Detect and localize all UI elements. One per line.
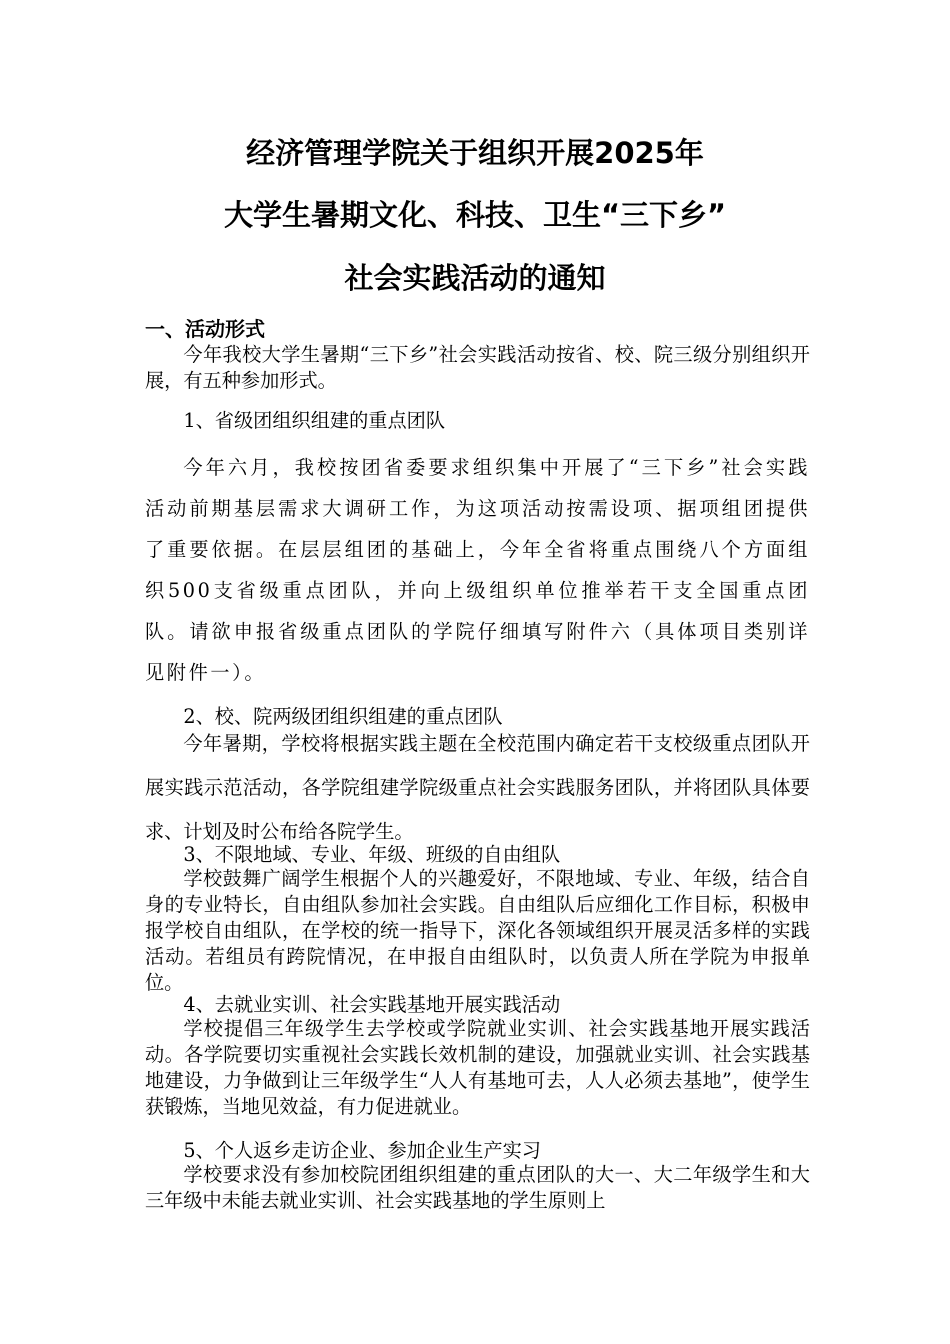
item1-title: 1、省级团组织组建的重点团队 bbox=[183, 409, 446, 432]
item5-title: 5、个人返乡走访企业、参加企业生产实习 bbox=[183, 1139, 541, 1162]
item1-body: 今年六月，我校按团省委要求组织集中开展了“三下乡”社会实践活动前期基层需求大调研工作，为这项活动按需设项、据项组团提供了重要依据。在层层组团的基础上，今年全省将重点围绕八个方面组织500支省级重点团队，并向上级组织单位推举若干支全国重点团队。请欲申报省级重点团队的学院仔细填写附件六（具体项目类别详见附件一）。 bbox=[145, 456, 810, 684]
item2-title: 2、校、院两级团组织组建的重点团队 bbox=[183, 705, 503, 728]
item4-body: 学校提倡三年级学生去学校或学院就业实训、社会实践基地开展实践活动。各学院要切实重视社会实践长效机制的建设，加强就业实训、社会实践基地建设，力争做到让三年级学生“人人有基地可去，人人必须去基地”，使学生获锻炼，当地见效益，有力促进就业。 bbox=[145, 1017, 810, 1118]
item3-title: 3、不限地域、专业、年级、班级的自由组队 bbox=[183, 843, 561, 866]
section-heading-activity-form: 一、活动形式 bbox=[145, 317, 265, 341]
item3-body: 学校鼓舞广阔学生根据个人的兴趣爱好，不限地域、专业、年级，结合自身的专业特长，自由组队参加社会实践。自由组队后应细化工作目标，积极申报学校自由组队，在学校的统一指导下，深化各领域组织开展灵活多样的实践活动。若组员有跨院情况，在申报自由组队时，以负责人所在学院为申报单位。 bbox=[145, 867, 810, 994]
item2-body: 今年暑期，学校将根据实践主题在全校范围内确定若干支校级重点团队开展实践示范活动，各学院组建学院级重点社会实践服务团队，并将团队具体要求、计划及时公布给各院学生。 bbox=[145, 732, 810, 843]
title-line-3: 社会实践活动的通知 bbox=[344, 261, 606, 295]
item5-body: 学校要求没有参加校院团组织组建的重点团队的大一、大二年级学生和大三年级中未能去就业实训、社会实践基地的学生原则上 bbox=[145, 1163, 810, 1212]
title-line-1: 经济管理学院关于组织开展2025年 bbox=[246, 136, 704, 170]
title-line-2: 大学生暑期文化、科技、卫生“三下乡” bbox=[223, 198, 727, 232]
item4-title: 4、去就业实训、社会实践基地开展实践活动 bbox=[183, 993, 561, 1016]
intro-paragraph: 今年我校大学生暑期“三下乡”社会实践活动按省、校、院三级分别组织开展，有五种参加形式。 bbox=[145, 343, 810, 392]
